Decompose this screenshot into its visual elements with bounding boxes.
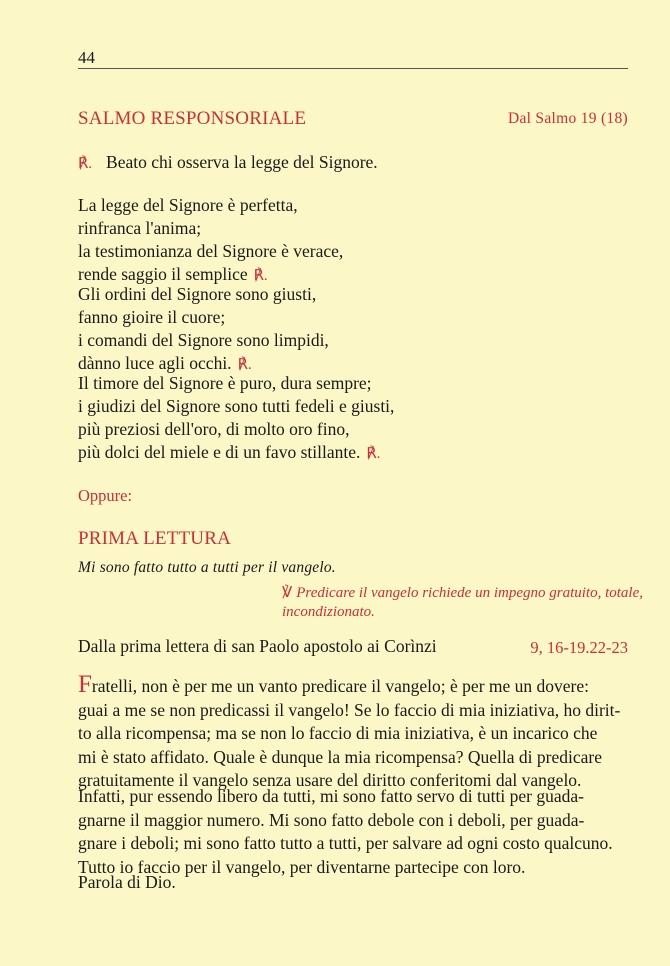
para-line: Infatti, pur essendo libero da tutti, mi sono fatto servo di tutti per guada-: [78, 786, 584, 806]
page-number: 44: [78, 48, 95, 67]
oppure-label: Oppure:: [78, 486, 133, 505]
lettura-note: [282, 584, 643, 622]
response-symbol: ℟.: [253, 268, 268, 284]
stanza-2: [78, 283, 329, 377]
lettura-paragraph-2: [78, 785, 628, 879]
verse-line: la testimonianza del Signore è verace,: [78, 241, 344, 261]
note-line: Predicare il vangelo richiede un impegno gratuito, totale,: [296, 585, 644, 601]
para-line: gnarne il maggior numero. Mi sono fatto debole con i deboli, per guada-: [78, 809, 585, 830]
lettura-reference: 9, 16-19.22-23: [530, 638, 628, 657]
lettura-paragraph-1: [78, 671, 628, 793]
response-symbol: ℟.: [237, 357, 252, 373]
stanza-1: [78, 194, 343, 288]
stanza-3: [78, 372, 394, 466]
closing: Parola di Dio.: [78, 872, 176, 892]
verse-line: fanno gioire il cuore;: [78, 307, 226, 327]
response-symbol: ℟.: [78, 156, 93, 172]
verse-line: rende saggio il semplice: [78, 264, 248, 284]
para-line: guai a me se non predicassi il vangelo! Se lo faccio di mia iniziativa, ho dirit-: [78, 699, 621, 720]
para-line: gnare i deboli; mi sono fatto tutto a tutti, per salvare ad ogni costo qualcuno.: [78, 833, 613, 853]
salmo-source: Dal Salmo 19 (18): [507, 110, 628, 127]
header-rule: [78, 68, 628, 69]
para-line: ratelli, non è per me un vanto predicare il vangelo; è per me un dovere:: [91, 676, 589, 696]
salmo-response: [78, 151, 378, 176]
verse-line: i giudizi del Signore sono tutti fedeli e giusti,: [78, 396, 395, 416]
lettura-motto: Mi sono fatto tutto a tutti per il vangelo.: [78, 559, 336, 576]
para-line: Tutto io faccio per il vangelo, per diventarne partecipe con loro.: [78, 856, 526, 877]
verse-line: Il timore del Signore è puro, dura sempre;: [78, 373, 372, 393]
verse-line: Gli ordini del Signore sono giusti,: [78, 284, 317, 304]
lettura-source: Dalla prima lettera di san Paolo apostolo ai Corìnzi: [78, 636, 437, 656]
note-line: incondizionato.: [282, 604, 375, 620]
para-line: gratuitamente il vangelo senza usare del diritto conferitomi dal vangelo.: [78, 770, 582, 790]
lettura-title: PRIMA LETTURA: [78, 528, 232, 549]
drop-cap: F: [78, 671, 92, 698]
salmo-title: SALMO RESPONSORIALE: [78, 108, 307, 129]
verse-line: dànno luce agli occhi.: [78, 353, 232, 373]
verse-line: i comandi del Signore sono limpidi,: [78, 330, 329, 350]
verse-line: La legge del Signore è perfetta,: [78, 195, 298, 215]
note-symbol: ℣: [282, 585, 293, 601]
para-line: to alla ricompensa; ma se non lo faccio di mia iniziativa, è un incarico che: [78, 723, 598, 743]
verse-line: più dolci del miele e di un favo stillante.: [78, 442, 361, 462]
response-symbol: ℟.: [366, 446, 381, 462]
response-text: Beato chi osserva la legge del Signore.: [106, 152, 378, 172]
verse-line: rinfranca l'anima;: [78, 218, 202, 238]
para-line: mi è stato affidato. Quale è dunque la mia ricompensa? Quella di predicare: [78, 746, 602, 767]
verse-line: più preziosi dell'oro, di molto oro fino,: [78, 419, 350, 439]
